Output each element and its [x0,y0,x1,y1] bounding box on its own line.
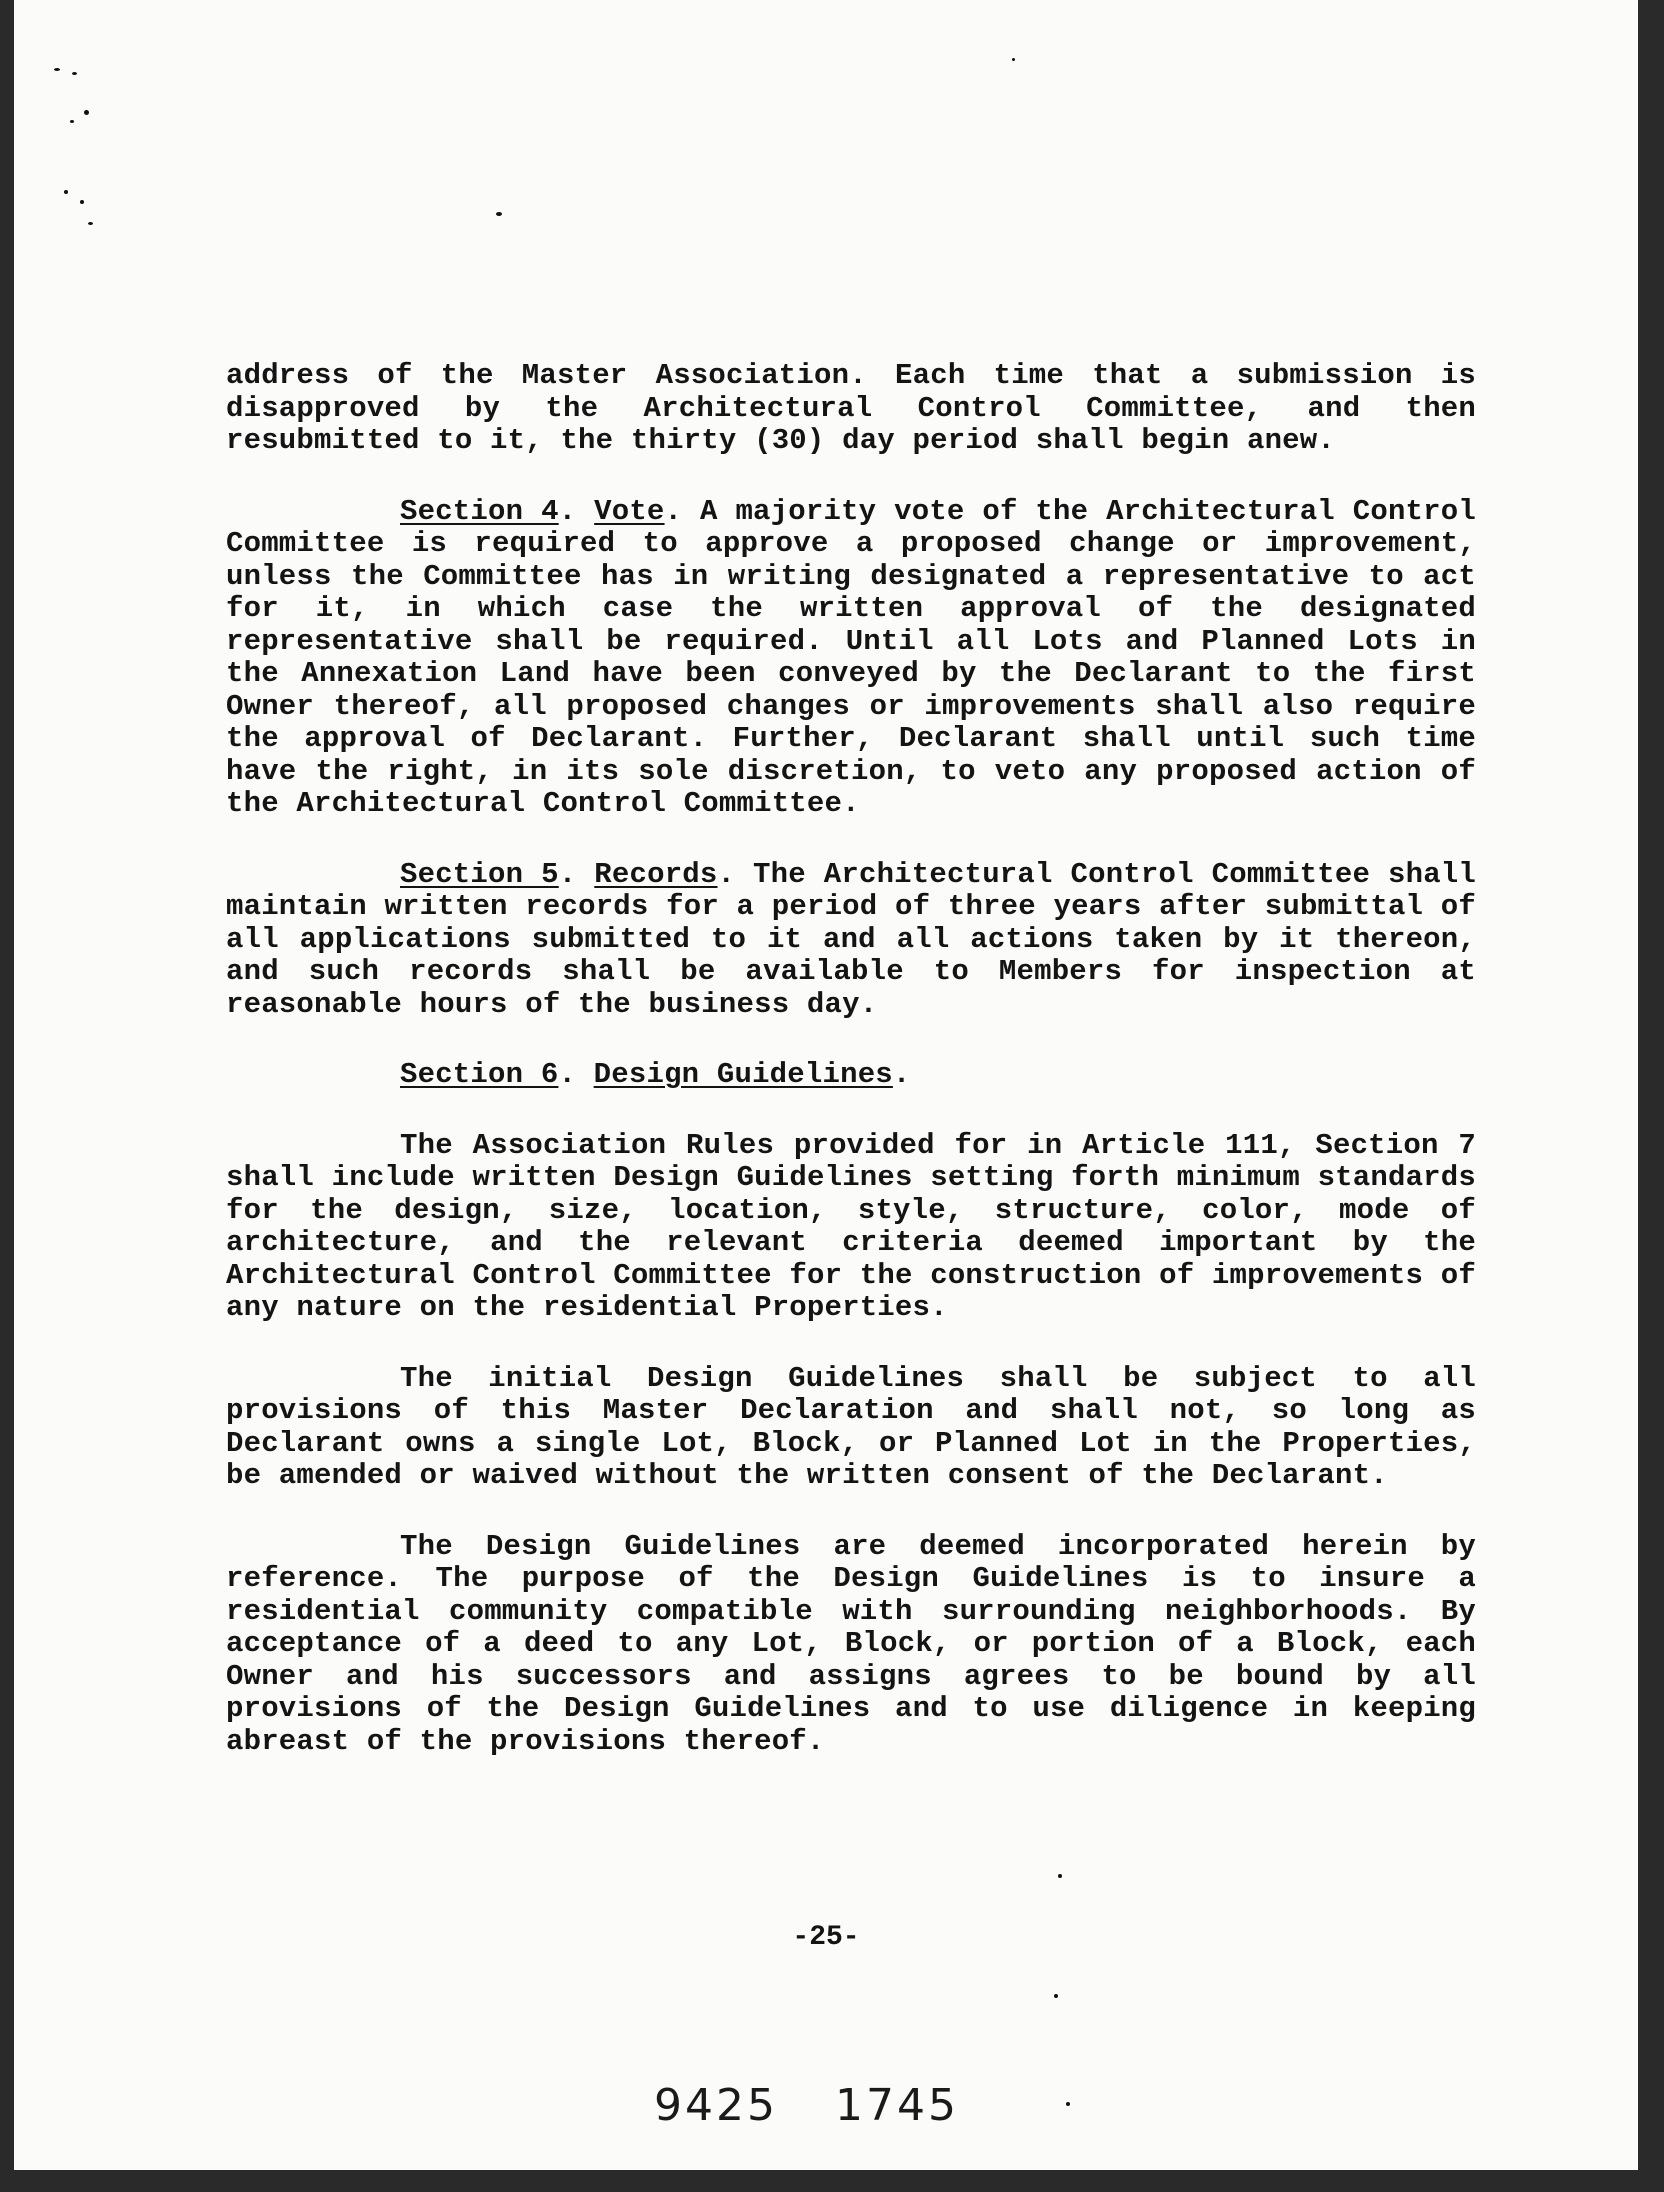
scan-speck [1012,58,1015,61]
section-4-paragraph: Section 4. Vote. A majority vote of the Architectural Control Committee is required to approve a proposed change or improvement, unless the Committee has in writing designated a representative to act for it, in which case the written approval of the designated representative shall be required. Until all Lots and Planned Lots in the Annexation Land have been conveyed by the Declarant to the first Owner thereof, all proposed changes or improvements shall also require the approval of Declarant. Further, Declarant shall until such time have the right, in its sole discretion, to veto any proposed action of the Architectural Control Committee. [226,494,1476,820]
section-6-paragraph: The initial Design Guidelines shall be subject to all provisions of this Master Declaration and shall not, so long as Declarant owns a single Lot, Block, or Planned Lot in the Properties, be amended or waived without the written consent of the Declarant. [226,1361,1476,1492]
section-6-paragraph: The Association Rules provided for in Article 111, Section 7 shall include written Design Guidelines setting forth minimum standards for the design, size, location, style, structure, color, mode of architecture, and the relevant criteria deemed important by the Architectural Control Committee for the construction of improvements of any nature on the residential Properties. [226,1128,1476,1324]
scan-speck [88,222,93,225]
section-6-title: Design Guidelines [593,1058,893,1091]
section-6-heading: Section 6. Design Guidelines. [400,1058,911,1091]
scan-speck [1058,1874,1062,1878]
scan-speck [80,200,84,204]
scan-speck [72,72,77,75]
section-5-label: Section 5 [400,857,559,891]
scan-speck [70,120,74,123]
section-5-title: Records [594,857,718,891]
document-body [226,360,1476,1796]
scan-speck [54,68,60,71]
section-5-paragraph: Section 5. Records. The Architectural Control Committee shall maintain written records for a period of three years after submittal of all applications submitted to it and all actions taken by it thereon, and such records shall be available to Members for inspection at reasonable hours of the business day. [226,857,1477,1021]
scan-speck [84,110,89,115]
scan-speck [64,190,68,194]
scan-speck [496,212,502,216]
document-page [14,0,1638,2170]
scan-speck [1066,2102,1070,2106]
section-5-body: The Architectural Control Committee shall maintain written records for a period of three years after submittal of all applications submitted to it and all actions taken by it thereon, and such records shall be available to Members for inspection at reasonable hours of the business day. [226,857,1477,1021]
section-4-label: Section 4 [400,494,559,528]
scan-speck [1054,1994,1058,1998]
section-6-paragraph: The Design Guidelines are deemed incorporated herein by reference. The purpose of the Design Guidelines is to insure a residential community compatible with surrounding neighborhoods. By acceptance of a deed to any Lot, Block, or portion of a Block, each Owner and his successors and assigns agrees to be bound by all provisions of the Design Guidelines and to use diligence in keeping abreast of the provisions thereof. [226,1529,1476,1758]
section-6-label: Section 6 [400,1058,559,1091]
section-4-body: A majority vote of the Architectural Control Committee is required to approve a proposed change or improvement, unless the Committee has in writing designated a representative to act for it, in which case the written approval of the designated representative shall be required. Until all Lots and Planned Lots in the Annexation Land have been conveyed by the Declarant to the first Owner thereof, all proposed changes or improvements shall also require the approval of Declarant. Further, Declarant shall until such time have the right, in its sole discretion, to veto any proposed action of the Architectural Control Committee. [226,494,1476,820]
page-number: -25- [792,1922,860,1953]
section-4-title: Vote [594,494,665,528]
document-number: 9425 1745 [654,2080,959,2131]
opening-paragraph: address of the Master Association. Each time that a submission is disapproved by the Architectural Control Committee, and then resubmitted to it, the thirty (30) day period shall begin anew. [226,359,1476,457]
